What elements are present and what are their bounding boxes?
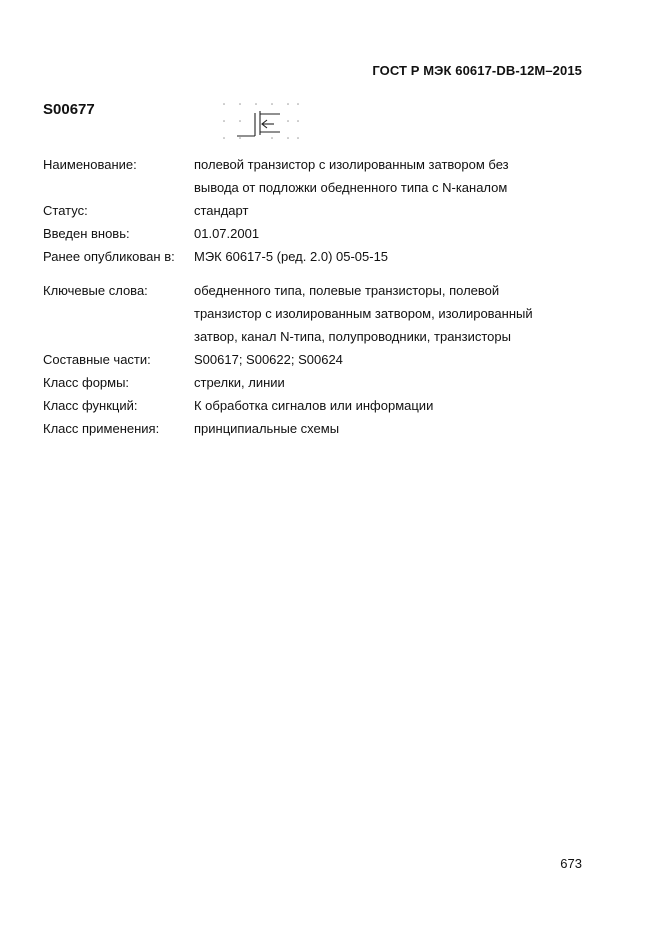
parts-label: Составные части: (43, 352, 151, 367)
keywords-label: Ключевые слова: (43, 283, 148, 298)
symbol-code: S00677 (43, 101, 95, 118)
keywords-line-2: транзистор с изолированным затвором, изолированный (194, 306, 533, 321)
name-line-1: полевой транзистор с изолированным затвором без (194, 157, 509, 172)
page-number: 673 (560, 856, 582, 871)
name-line-2: вывода от подложки обедненного типа с N-каналом (194, 180, 508, 195)
status-label: Статус: (43, 203, 88, 218)
introduced-label: Введен вновь: (43, 226, 130, 241)
published-value: МЭК 60617-5 (ред. 2.0) 05-05-15 (194, 249, 389, 264)
keywords-line-3: затвор, канал N-типа, полупроводники, транзисторы (194, 329, 511, 344)
form-class-value: стрелки, линии (194, 375, 285, 390)
introduced-value: 01.07.2001 (194, 226, 260, 241)
status-value: стандарт (194, 203, 249, 218)
function-class-label: Класс функций: (43, 398, 138, 413)
parts-value: S00617; S00622; S00624 (194, 352, 343, 367)
published-label: Ранее опубликован в: (43, 249, 175, 264)
keywords-line-1: обедненного типа, полевые транзисторы, полевой (194, 283, 500, 298)
keywords-value (194, 279, 533, 348)
name-value (194, 153, 509, 199)
application-class-value: принципиальные схемы (194, 421, 340, 436)
name-label: Наименование: (43, 157, 137, 172)
form-class-label: Класс формы: (43, 375, 130, 390)
document-header: ГОСТ Р МЭК 60617-DB-12M–2015 (372, 63, 582, 78)
application-class-label: Класс применения: (43, 421, 160, 436)
n-channel-depletion-igfet-no-substrate-icon (220, 99, 302, 145)
function-class-value: К обработка сигналов или информации (194, 398, 434, 413)
